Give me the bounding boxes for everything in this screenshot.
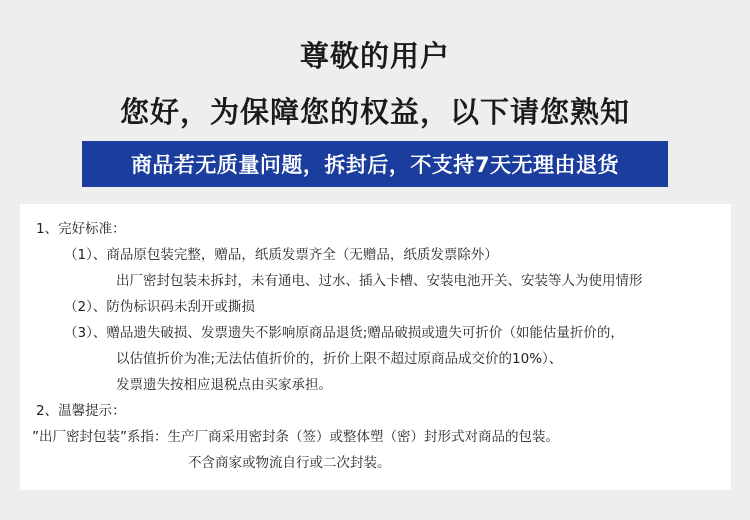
standard-item-3: （3）、赠品遗失破损、发票遗失不影响原商品退货;赠品破损或遗失可折价（如能估量折价的， — [64, 325, 624, 341]
banner-text: 商品若无质量问题，拆封后，不支持7天无理由退货 — [130, 153, 620, 177]
tip-definition-cont: 不含商家或物流自行或二次封装。 — [188, 455, 391, 471]
standard-item-1: （1）、商品原包装完整，赠品，纸质发票齐全（无赠品，纸质发票除外） — [64, 247, 498, 263]
standard-item-1-detail: 出厂密封包装未拆封，未有通电、过水、插入卡槽、安装电池开关、安装等人为使用情形 — [116, 273, 643, 289]
page-title: 尊敬的用户 — [299, 39, 450, 73]
tip-definition: ”出厂密封包装”系指：生产厂商采用密封条（签）或整体塑（密）封形式对商品的包装。 — [32, 429, 559, 445]
return-policy-banner — [82, 141, 668, 187]
section-heading-standards: 1、完好标准： — [36, 221, 126, 237]
section-heading-tips: 2、温馨提示： — [36, 403, 126, 419]
page-subtitle: 您好，为保障您的权益，以下请您熟知 — [119, 95, 630, 129]
standard-item-2: （2）、防伪标识码未刮开或撕损 — [64, 299, 255, 315]
standard-item-3-cont: 以估值折价为准;无法估值折价的，折价上限不超过原商品成交价的10%）、 — [116, 351, 563, 367]
standard-item-3-cont-2: 发票遗失按相应退税点由买家承担。 — [116, 377, 332, 393]
notice-panel — [20, 204, 731, 490]
